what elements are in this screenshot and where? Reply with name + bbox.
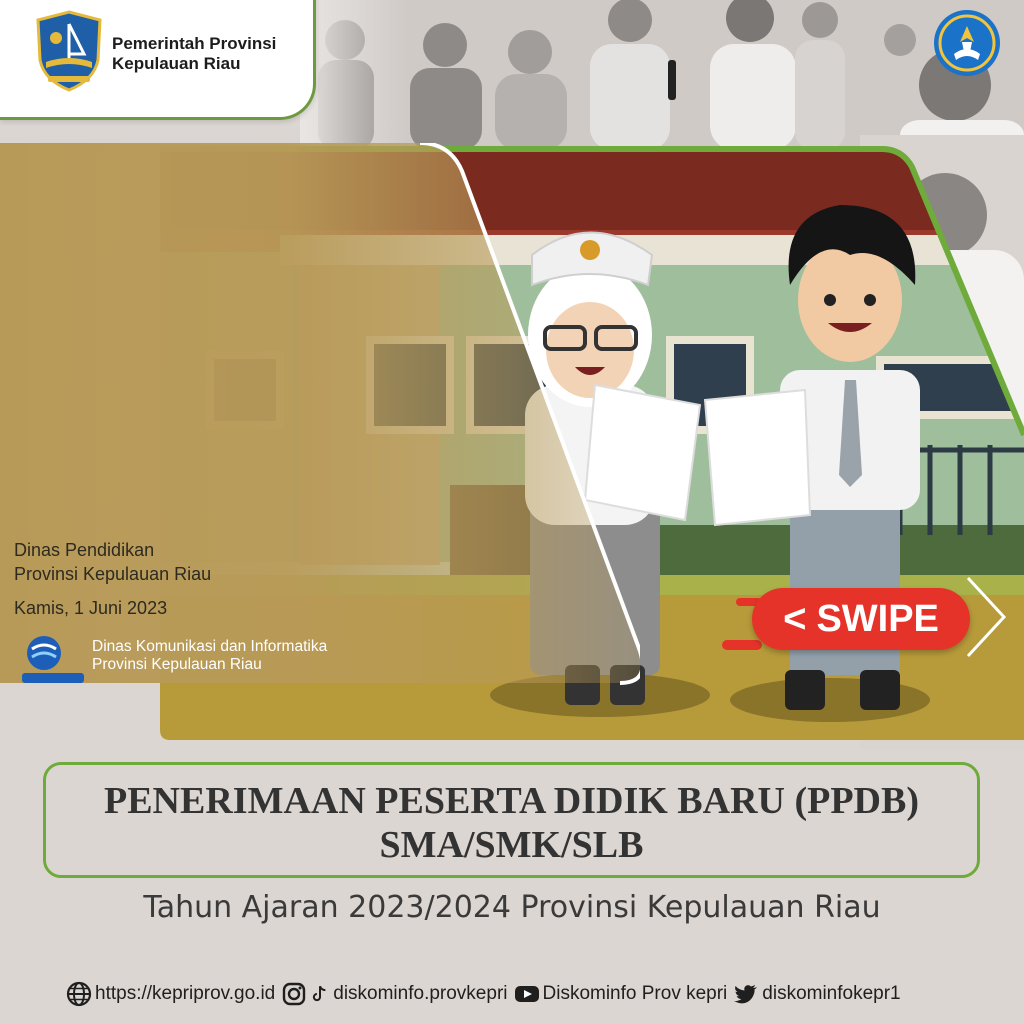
youtube-icon xyxy=(514,981,540,1007)
website-url: https://kepriprov.go.id xyxy=(95,983,276,1004)
diskominfo-logo-icon xyxy=(22,633,84,685)
chevron-right-icon[interactable] xyxy=(962,572,1010,662)
education-office-line1: Dinas Pendidikan xyxy=(14,540,155,560)
twitter-link[interactable] xyxy=(733,981,900,1007)
diskominfo-name xyxy=(92,638,432,674)
academic-year-subtitle: Tahun Ajaran 2023/2024 Provinsi Kepulauan Riau xyxy=(143,890,881,925)
publish-date: Kamis, 1 Juni 2023 xyxy=(14,598,168,618)
swipe-label: SWIPE xyxy=(816,597,939,640)
swipe-streak xyxy=(722,640,762,650)
government-title-line2: Kepulauan Riau xyxy=(112,54,241,73)
government-title xyxy=(112,34,312,74)
instagram-icon xyxy=(281,981,307,1007)
education-office-line2: Provinsi Kepulauan Riau xyxy=(14,564,212,584)
instagram-handle: diskominfo.provkepri xyxy=(333,983,508,1004)
social-footer xyxy=(66,978,907,1010)
hero-banner xyxy=(0,135,1024,750)
twitter-handle: diskominfokepr1 xyxy=(762,983,901,1004)
swipe-button[interactable] xyxy=(752,588,970,650)
education-office-name xyxy=(14,538,334,586)
title-box xyxy=(43,762,980,878)
government-header-card xyxy=(0,0,316,120)
youtube-channel: Diskominfo Prov kepri xyxy=(542,983,728,1004)
website-link[interactable] xyxy=(66,981,275,1007)
youtube-link[interactable] xyxy=(514,981,728,1007)
globe-icon xyxy=(66,981,92,1007)
tiktok-icon xyxy=(310,981,330,1007)
diskominfo-line1: Dinas Komunikasi dan Informatika xyxy=(92,638,328,655)
officials-photo-collage xyxy=(300,0,1024,150)
page-title-line2: SMA/SMK/SLB xyxy=(379,824,644,866)
header-band xyxy=(0,0,1024,150)
page-title-line1: PENERIMAAN PESERTA DIDIK BARU (PPDB) xyxy=(104,780,919,822)
twitter-bird-icon xyxy=(733,981,759,1007)
instagram-tiktok-link[interactable] xyxy=(281,981,507,1007)
chevron-left-icon: < xyxy=(783,596,807,641)
diskominfo-line2: Provinsi Kepulauan Riau xyxy=(92,656,262,673)
tut-wuri-handayani-icon xyxy=(932,8,1002,78)
government-title-line1: Pemerintah Provinsi xyxy=(112,34,277,53)
provincial-crest-icon xyxy=(34,10,104,92)
